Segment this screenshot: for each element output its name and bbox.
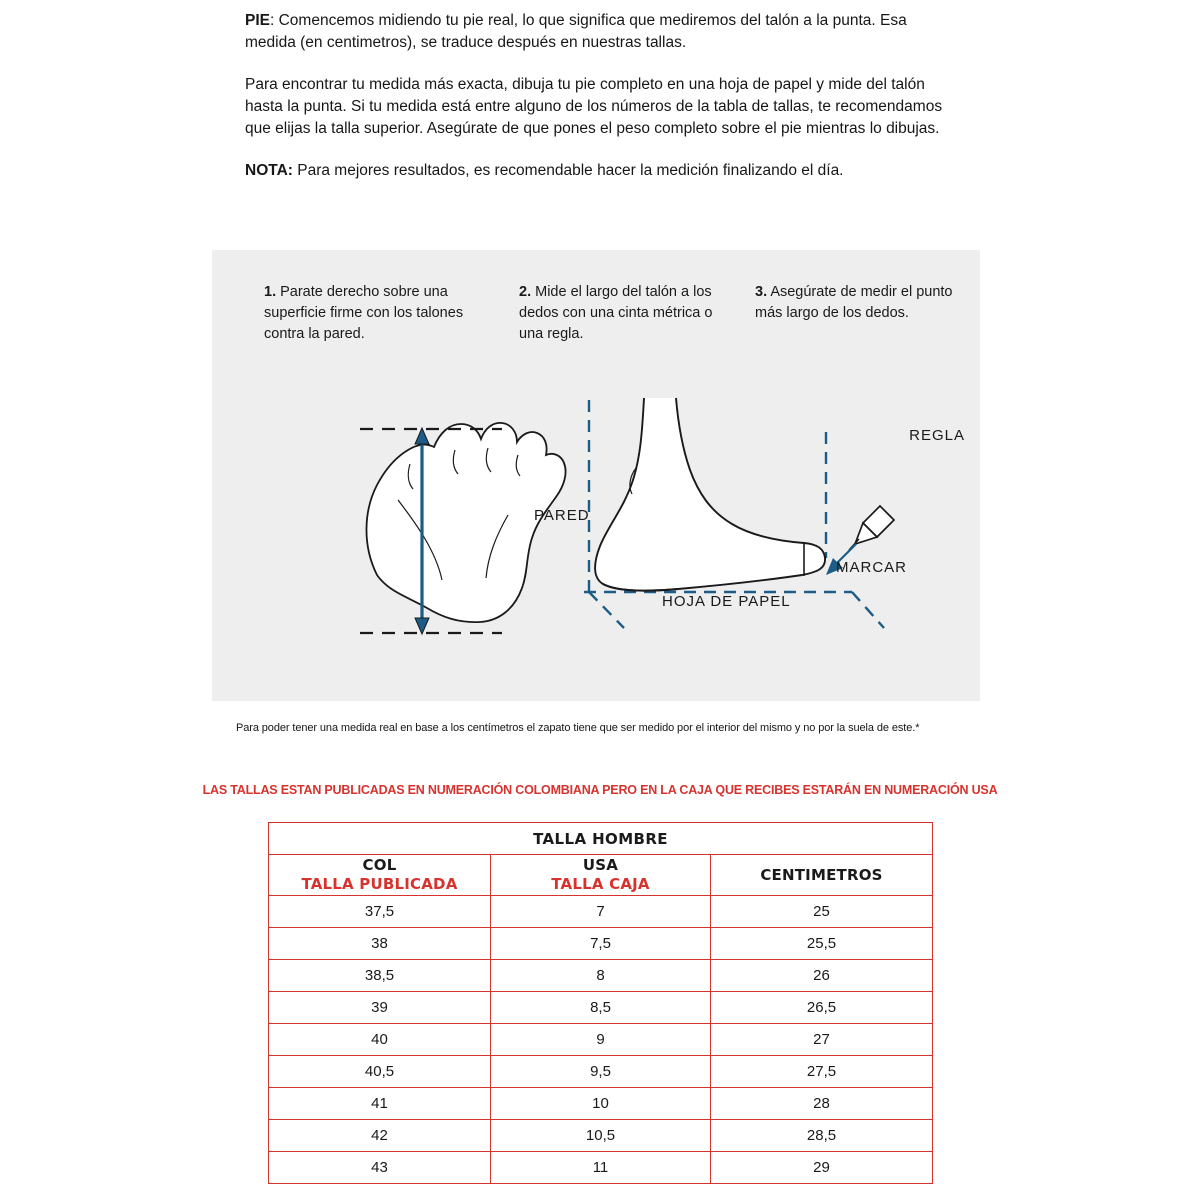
header-usa-sub: TALLA CAJA [551, 875, 650, 893]
cell-col: 39 [269, 992, 491, 1024]
cell-usa: 10 [491, 1088, 711, 1120]
step-item-3 [755, 282, 960, 324]
cell-cm: 29 [711, 1152, 933, 1184]
cell-usa: 9,5 [491, 1056, 711, 1088]
cell-usa: 9 [491, 1024, 711, 1056]
step-item-2 [519, 282, 724, 345]
cell-usa: 8,5 [491, 992, 711, 1024]
cell-usa: 7 [491, 896, 711, 928]
table-header-usa [491, 855, 711, 896]
cell-col: 40 [269, 1024, 491, 1056]
table-title-row [269, 823, 933, 855]
cell-col: 43 [269, 1152, 491, 1184]
table-row [269, 1152, 933, 1184]
cell-col: 41 [269, 1088, 491, 1120]
cell-col: 40,5 [269, 1056, 491, 1088]
label-hoja-de-papel: HOJA DE PAPEL [662, 593, 791, 610]
cell-cm: 27 [711, 1024, 933, 1056]
intro-paragraph-1 [245, 10, 945, 54]
nota-label: NOTA: [245, 162, 293, 179]
cell-cm: 27,5 [711, 1056, 933, 1088]
cell-usa: 8 [491, 960, 711, 992]
cell-col: 37,5 [269, 896, 491, 928]
instruction-panel [212, 250, 980, 701]
step-number-2: 2. [519, 284, 532, 300]
table-row [269, 1120, 933, 1152]
pencil-icon [849, 506, 894, 550]
size-table [268, 822, 933, 1184]
cell-cm: 26 [711, 960, 933, 992]
header-col-top: COL [362, 856, 397, 874]
cell-cm: 28,5 [711, 1120, 933, 1152]
step-item-1 [264, 282, 469, 345]
cell-usa: 10,5 [491, 1120, 711, 1152]
pie-label: PIE [245, 12, 270, 29]
intro-text-block [245, 10, 945, 202]
cell-cm: 25 [711, 896, 933, 928]
size-table-wrapper [268, 822, 932, 1184]
cell-cm: 26,5 [711, 992, 933, 1024]
table-header-col [269, 855, 491, 896]
intro-paragraph-1-text: : Comencemos midiendo tu pie real, lo que significa que mediremos del talón a la punta. Esa medida (en centimetros), se traduce después en nuestras tallas. [245, 12, 907, 51]
intro-paragraph-3-text: Para mejores resultados, es recomendable hacer la medición finalizando el día. [292, 162, 844, 179]
table-title: TALLA HOMBRE [269, 823, 933, 855]
numbering-notice: LAS TALLAS ESTAN PUBLICADAS EN NUMERACIÓN COLOMBIANA PERO EN LA CAJA QUE RECIBES ESTARÁN EN NUMERACIÓN USA [202, 783, 998, 797]
step-number-3: 3. [755, 284, 768, 300]
steps-row [212, 250, 980, 350]
cell-col: 38 [269, 928, 491, 960]
table-row [269, 960, 933, 992]
measurement-illustrations [212, 340, 980, 700]
header-col-sub: TALLA PUBLICADA [301, 875, 458, 893]
label-pared: PARED [534, 507, 590, 524]
header-usa-top: USA [582, 856, 619, 874]
label-regla: REGLA [909, 427, 965, 444]
label-marcar: MARCAR [836, 559, 908, 576]
intro-paragraph-2: Para encontrar tu medida más exacta, dibuja tu pie completo en una hoja de papel y mide del talón hasta la punta. Si tu medida está entre alguno de los números de la tabla de tallas, te recomendamos que elijas la talla superior. Asegúrate de que pones el peso completo sobre el pie mientras lo dibujas. [245, 76, 943, 137]
step-text-3: Asegúrate de medir el punto más largo de los dedos. [755, 284, 953, 321]
table-header-row [269, 855, 933, 896]
step-text-1: Parate derecho sobre una superficie firme con los talones contra la pared. [264, 284, 464, 342]
footnote-text: Para poder tener una medida real en base a los centímetros el zapato tiene que ser medido por el interior del mismo y no por la suela de este.* [236, 722, 920, 734]
intro-paragraph-3 [245, 160, 945, 182]
table-row [269, 1024, 933, 1056]
table-row [269, 896, 933, 928]
table-row [269, 1088, 933, 1120]
cell-col: 42 [269, 1120, 491, 1152]
cell-usa: 11 [491, 1152, 711, 1184]
table-header-centimetros [711, 855, 933, 896]
cell-cm: 28 [711, 1088, 933, 1120]
cell-cm: 25,5 [711, 928, 933, 960]
table-row [269, 992, 933, 1024]
step-number-1: 1. [264, 284, 277, 300]
table-row [269, 1056, 933, 1088]
step-text-2: Mide el largo del talón a los dedos con una cinta métrica o una regla. [519, 284, 713, 342]
table-row [269, 928, 933, 960]
cell-col: 38,5 [269, 960, 491, 992]
header-cm-top: CENTIMETROS [760, 865, 883, 884]
cell-usa: 7,5 [491, 928, 711, 960]
